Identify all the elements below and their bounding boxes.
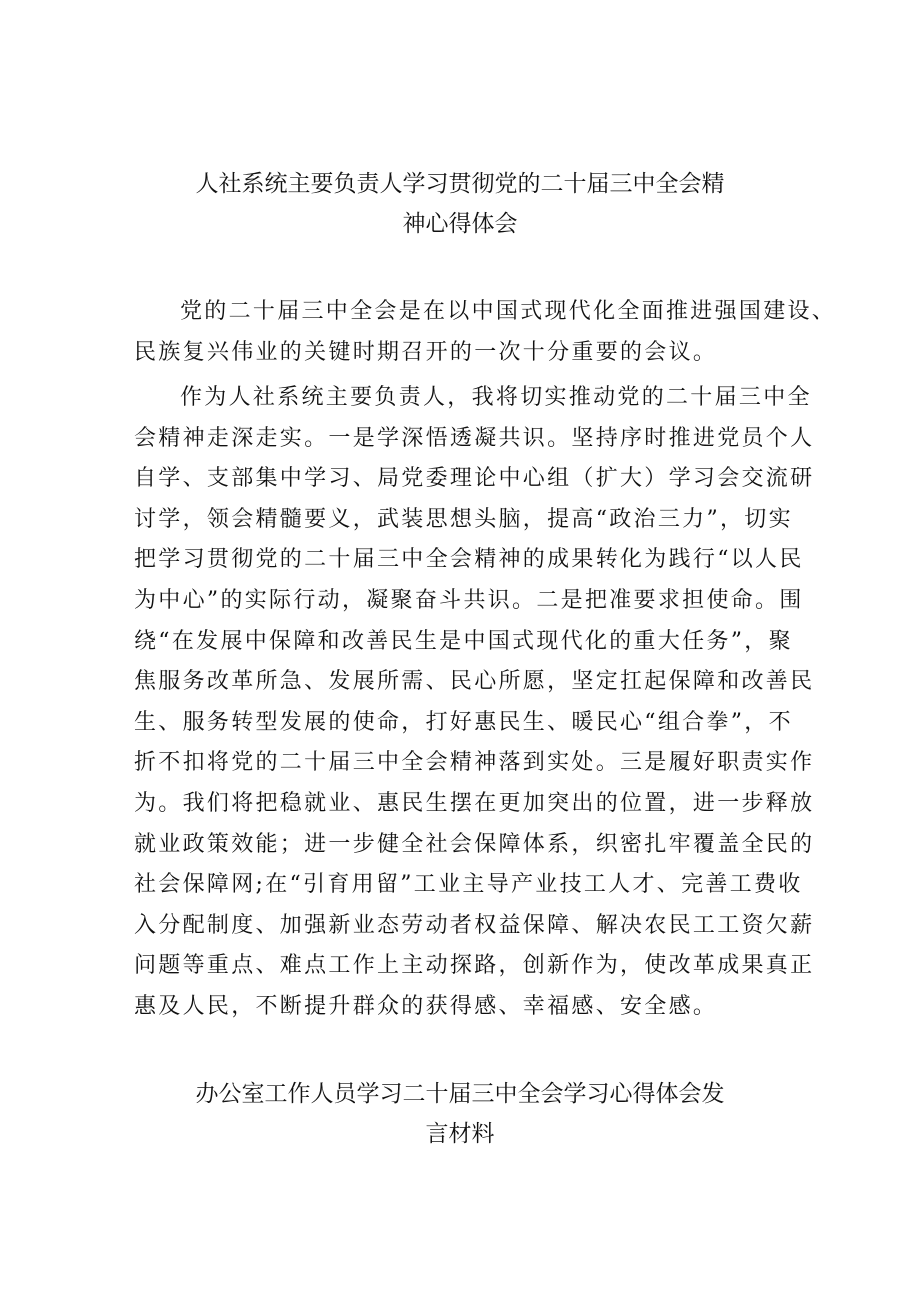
document-title <box>120 164 800 244</box>
title-line: 言材料 <box>425 1121 495 1147</box>
paragraph-line: 社会保障网;在“引育用留”工业主导产业技工人才、完善工费收 <box>134 872 803 898</box>
paragraph-line: 讨学，领会精髓要义，武装思想头脑，提高“政治三力”，切实 <box>134 506 793 532</box>
paragraph-line: 作为人社系统主要负责人，我将切实推动党的二十届三中全 <box>180 385 812 410</box>
paragraph-line: 党的二十届三中全会是在以中国式现代化全面推进强国建设、 <box>180 299 837 324</box>
second-document-title <box>120 1074 800 1154</box>
paragraph-intro <box>134 292 837 373</box>
paragraph-line: 折不扣将党的二十届三中全会精神落到实处。三是履好职责实作 <box>134 750 815 776</box>
paragraph-line: 就业政策效能；进一步健全社会保障体系，织密扎牢覆盖全民的 <box>134 831 815 857</box>
paragraph-line: 自学、支部集中学习、局党委理论中心组（扩大）学习会交流研 <box>134 466 815 492</box>
paragraph-line: 焦服务改革所急、发展所需、民心所愿，坚定扛起保障和改善民 <box>134 669 815 695</box>
title-line: 神心得体会 <box>402 211 518 237</box>
paragraph-line: 惠及人民，不断提升群众的获得感、幸福感、安全感。 <box>134 993 718 1019</box>
title-line: 办公室工作人员学习二十届三中全会学习心得体会发 <box>195 1081 725 1107</box>
paragraph-line: 生、服务转型发展的使命，打好惠民生、暖民心“组合拳”，不 <box>134 709 793 735</box>
paragraph-line: 民族复兴伟业的关键时期召开的一次十分重要的会议。 <box>134 339 718 365</box>
paragraph-line: 为。我们将把稳就业、惠民生摆在更加突出的位置，进一步释放 <box>134 790 815 816</box>
paragraph-line: 为中心”的实际行动，凝聚奋斗共识。二是把准要求担使命。围 <box>134 587 804 613</box>
paragraph-line: 绕“在发展中保障和改善民生是中国式现代化的重大任务”，聚 <box>134 628 793 654</box>
paragraph-main <box>134 378 815 1028</box>
paragraph-line: 问题等重点、难点工作上主动探路，创新作为，使改革成果真正 <box>134 953 815 979</box>
paragraph-line: 把学习贯彻党的二十届三中全会精神的成果转化为践行“以人民 <box>134 547 804 573</box>
paragraph-line: 入分配制度、加强新业态劳动者权益保障、解决农民工工资欠薪 <box>134 912 815 938</box>
title-line: 人社系统主要负责人学习贯彻党的二十届三中全会精 <box>195 171 725 197</box>
paragraph-line: 会精神走深走实。一是学深悟透凝共识。坚持序时推进党员个人 <box>134 425 815 451</box>
